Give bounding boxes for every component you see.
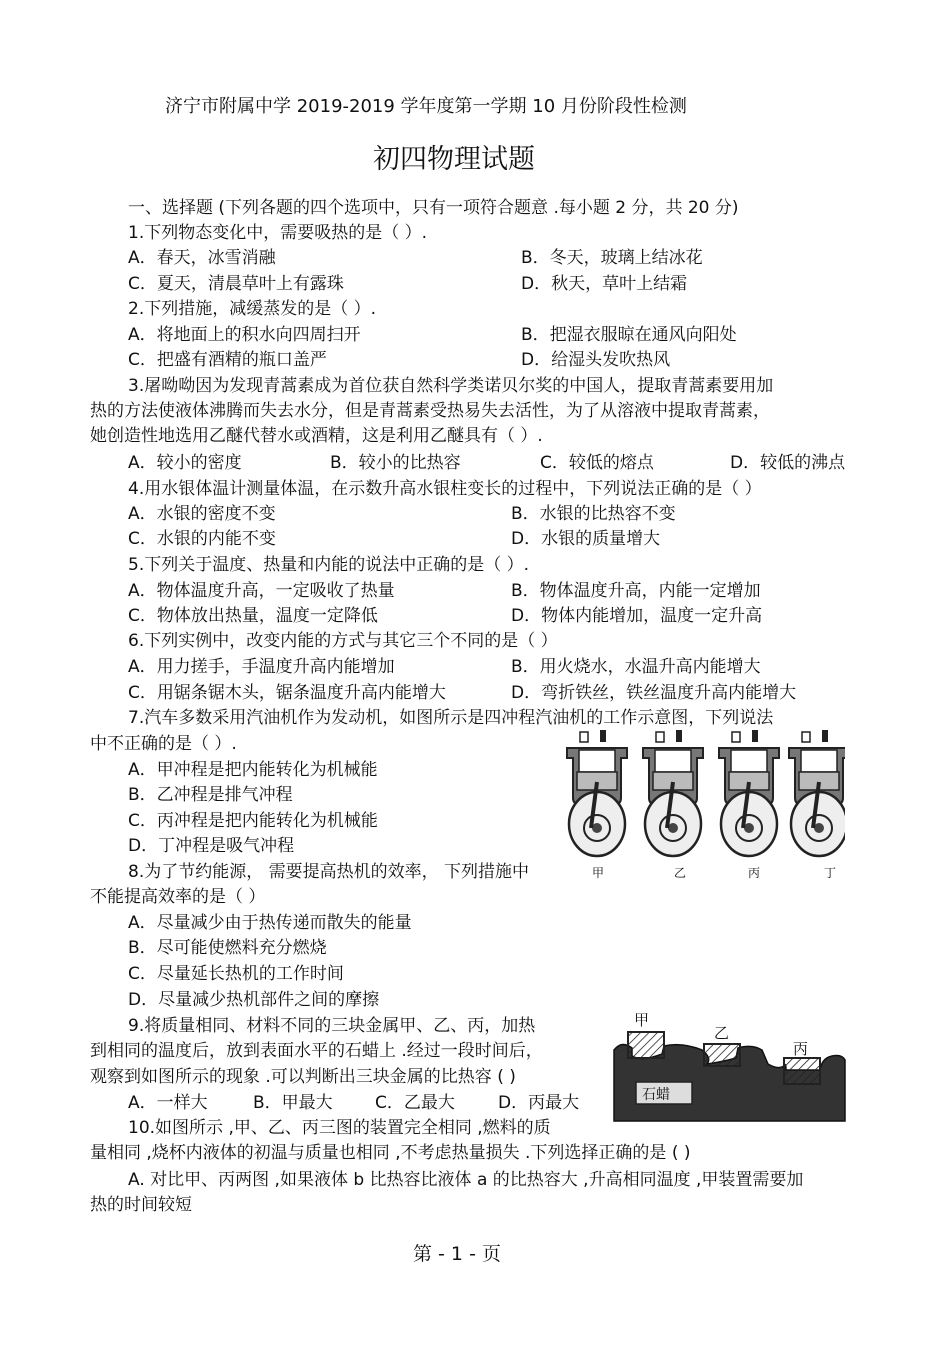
wax-label-shila: 石蜡 — [642, 1087, 670, 1103]
q9-option-d: D．丙最大 — [498, 1093, 580, 1113]
q3-option-a: A．较小的密度 — [128, 453, 242, 473]
q1-option-b: B．冬天，玻璃上结冰花 — [521, 248, 703, 268]
q2-option-c: C．把盛有酒精的瓶口盖严 — [128, 350, 327, 370]
question-3-stem-line-3: 她创造性地选用乙醚代替水或酒精，这是利用乙醚具有（ ）. — [90, 426, 543, 446]
q1-option-a: A．春天，冰雪消融 — [128, 248, 276, 268]
question-4-stem: 4.用水银体温计测量体温，在示数升高水银柱变长的过程中，下列说法正确的是（ ） — [128, 479, 762, 499]
q7-option-a: A．甲冲程是把内能转化为机械能 — [128, 760, 378, 780]
question-10-stem-line-2: 量相同 ,烧杯内液体的初温与质量也相同 ,不考虑热量损失 .下列选择正确的是 ( ) — [90, 1143, 691, 1163]
q8-option-a: A．尽量减少由于热传递而散失的能量 — [128, 913, 412, 933]
q4-option-b: B．水银的比热容不变 — [511, 504, 676, 524]
question-9-stem-line-2: 到相同的温度后，放到表面水平的石蜡上 .经过一段时间后， — [90, 1041, 543, 1061]
engine-label-ding: 丁 — [824, 866, 837, 880]
q2-option-a: A．将地面上的积水向四周扫开 — [128, 325, 361, 345]
wax-label-yi: 乙 — [714, 1024, 730, 1042]
engine-label-bing: 丙 — [748, 866, 761, 880]
question-6-stem: 6.下列实例中，改变内能的方式与其它三个不同的是（ ） — [128, 631, 558, 651]
question-3-stem-line-1: 3.屠呦呦因为发现青蒿素成为首位获自然科学类诺贝尔奖的中国人，提取青蒿素要用加 — [128, 376, 774, 396]
q6-option-b: B．用火烧水，水温升高内能增大 — [511, 657, 761, 677]
q5-option-d: D．物体内能增加，温度一定升高 — [511, 606, 763, 626]
wax-label-bing: 丙 — [793, 1040, 809, 1058]
q2-option-d: D．给湿头发吹热风 — [521, 350, 671, 370]
q3-option-c: C．较低的熔点 — [540, 453, 654, 473]
question-2-stem: 2.下列措施，减缓蒸发的是（ ）. — [128, 299, 377, 319]
q10-option-a-line-2: 热的时间较短 — [90, 1195, 192, 1215]
q2-option-b: B．把湿衣服晾在通风向阳处 — [521, 325, 737, 345]
q8-option-d: D．尽量减少热机部件之间的摩擦 — [128, 990, 380, 1010]
question-5-stem: 5.下列关于温度、热量和内能的说法中正确的是（ ）. — [128, 555, 530, 575]
q6-option-a: A．用力搓手，手温度升高内能增加 — [128, 657, 395, 677]
q3-option-b: B．较小的比热容 — [330, 453, 461, 473]
q5-option-b: B．物体温度升高，内能一定增加 — [511, 581, 761, 601]
q5-option-a: A．物体温度升高，一定吸收了热量 — [128, 581, 395, 601]
q4-option-a: A．水银的密度不变 — [128, 504, 276, 524]
q1-option-d: D．秋天，草叶上结霜 — [521, 274, 688, 294]
section-heading: 一、选择题 (下列各题的四个选项中，只有一项符合题意 .每小题 2 分，共 20 分) — [128, 198, 739, 218]
q9-option-c: C．乙最大 — [375, 1093, 455, 1113]
question-10-stem-line-1: 10.如图所示 ,甲、乙、丙三图的装置完全相同 ,燃料的质 — [128, 1118, 551, 1138]
q9-option-a: A．一样大 — [128, 1093, 208, 1113]
q5-option-c: C．物体放出热量，温度一定降低 — [128, 606, 378, 626]
q8-option-b: B．尽可能使燃料充分燃烧 — [128, 938, 327, 958]
q7-option-d: D．丁冲程是吸气冲程 — [128, 836, 295, 856]
q1-option-c: C．夏天，清晨草叶上有露珠 — [128, 274, 344, 294]
question-7-stem-line-1: 7.汽车多数采用汽油机作为发动机，如图所示是四冲程汽油机的工作示意图，下列说法 — [128, 708, 774, 728]
q6-option-d: D．弯折铁丝，铁丝温度升高内能增大 — [511, 683, 797, 703]
page-header: 济宁市附属中学 2019-2019 学年度第一学期 10 月份阶段性检测 — [165, 96, 687, 117]
q7-option-c: C．丙冲程是把内能转化为机械能 — [128, 811, 378, 831]
page-footer: 第 - 1 - 页 — [413, 1243, 501, 1265]
q10-option-a-line-1: A. 对比甲、丙两图 ,如果液体 b 比热容比液体 a 的比热容大 ,升高相同温度 ,甲装置需要加 — [128, 1170, 804, 1190]
wax-label-jia: 甲 — [634, 1011, 650, 1029]
page-title: 初四物理试题 — [373, 144, 535, 175]
question-1-stem: 1.下列物态变化中，需要吸热的是（ ）. — [128, 223, 428, 243]
question-8-stem-line-2: 不能提高效率的是（ ） — [90, 887, 266, 907]
engine-strokes-figure — [565, 728, 845, 883]
wax-figure — [612, 1018, 847, 1123]
q3-option-d: D．较低的沸点 — [730, 453, 846, 473]
engine-label-yi: 乙 — [674, 866, 687, 880]
q4-option-d: D．水银的质量增大 — [511, 529, 661, 549]
q7-option-b: B．乙冲程是排气冲程 — [128, 785, 293, 805]
q8-option-c: C．尽量延长热机的工作时间 — [128, 964, 344, 984]
q9-option-b: B．甲最大 — [253, 1093, 333, 1113]
q4-option-c: C．水银的内能不变 — [128, 529, 276, 549]
engine-label-jia: 甲 — [592, 866, 605, 880]
q6-option-c: C．用锯条锯木头，锯条温度升高内能增大 — [128, 683, 446, 703]
question-9-stem-line-3: 观察到如图所示的现象 .可以判断出三块金属的比热容 ( ) — [90, 1067, 516, 1087]
question-8-stem-line-1: 8.为了节约能源， 需要提高热机的效率， 下列措施中 — [128, 862, 530, 882]
question-9-stem-line-1: 9.将质量相同、材料不同的三块金属甲、乙、丙，加热 — [128, 1016, 536, 1036]
question-7-stem-line-2: 中不正确的是（ ）. — [90, 734, 237, 754]
question-3-stem-line-2: 热的方法使液体沸腾而失去水分，但是青蒿素受热易失去活性，为了从溶液中提取青蒿素， — [90, 401, 770, 421]
